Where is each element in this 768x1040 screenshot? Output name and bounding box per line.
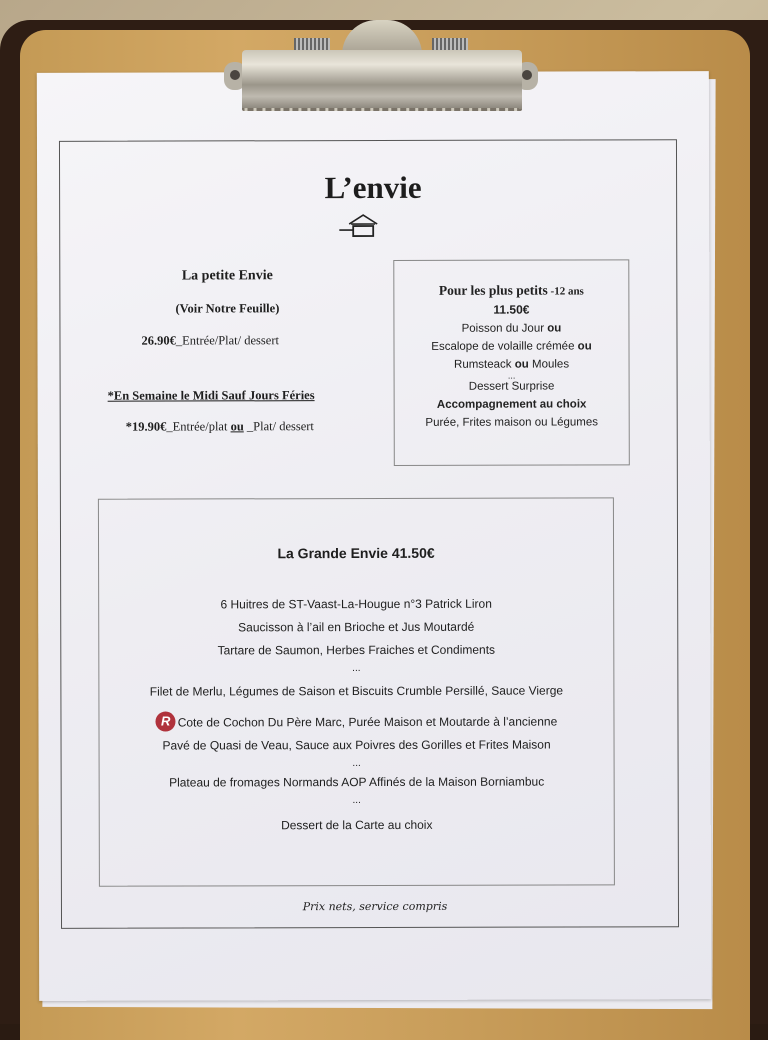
kids-menu-box (393, 259, 630, 466)
price-footnote: Prix nets, service compris (39, 899, 711, 914)
course-separator: ... (100, 756, 614, 771)
grande-envie-box (98, 497, 615, 886)
main-item: Filet de Merlu, Légumes de Saison et Biscuits Crumble Persillé, Sauce Vierge (99, 679, 613, 703)
kids-dessert: Dessert Surprise (395, 380, 629, 393)
cheese-item: Plateau de fromages Normands AOP Affinés de la Maison Borniambuc (100, 770, 614, 794)
course-separator: ... (99, 661, 613, 676)
weekday-desc-2: _Plat/ dessert (244, 419, 314, 433)
weekday-price: *19.90€ (126, 420, 167, 434)
label-rouge-badge-icon: R (156, 712, 176, 732)
petite-envie-title: La petite Envie (97, 268, 357, 285)
weekday-price-line (98, 419, 358, 435)
menu-title: L’envie (37, 169, 709, 207)
kids-item (395, 358, 629, 371)
starter-item: Saucisson à l’ail en Brioche et Jus Moutardé (99, 615, 613, 639)
kids-title: Pour les plus petits (439, 283, 548, 298)
main-item-text: Cote de Cochon Du Père Marc, Purée Maison et Moutarde à l’ancienne (178, 715, 558, 730)
kids-item (394, 340, 628, 353)
petite-envie-price: 26.90€ (141, 334, 175, 348)
kids-title-line (394, 282, 628, 299)
main-item-label-rouge (99, 710, 613, 734)
clipboard-clip (232, 20, 532, 108)
kids-item-text: Moules (529, 358, 569, 370)
grande-envie-title: La Grande Envie 41.50€ (99, 544, 613, 561)
clip-jaw (242, 50, 522, 111)
kids-item-or: ou (578, 340, 592, 352)
course-separator: ... (100, 793, 614, 808)
kids-item-or: ou (515, 359, 529, 371)
kids-side-title: Accompagnement au choix (395, 398, 629, 411)
weekday-note: *En Semaine le Midi Sauf Jours Féries (98, 388, 358, 404)
petite-envie-price-desc: _Entrée/Plat/ dessert (176, 333, 279, 347)
house-outline-icon (339, 212, 381, 238)
dessert-item: Dessert de la Carte au choix (100, 813, 614, 837)
weekday-or: ou (231, 419, 244, 433)
starter-item: Tartare de Saumon, Herbes Fraiches et Condiments (99, 638, 613, 662)
kids-item-or: ou (547, 323, 561, 335)
petite-envie-subtitle: (Voir Notre Feuille) (97, 301, 357, 317)
kids-item-text: Rumsteack (454, 359, 515, 371)
kids-item-text: Escalope de volaille crémée (431, 340, 577, 352)
menu-sheet (37, 71, 711, 1001)
kids-dots: ... (395, 370, 629, 381)
main-item: Pavé de Quasi de Veau, Sauce aux Poivres des Gorilles et Frites Maison (100, 733, 614, 757)
petite-envie-price-line (97, 333, 357, 349)
weekday-desc-1: _Entrée/plat (166, 419, 230, 433)
kids-age: -12 ans (548, 285, 584, 297)
petite-envie-section (97, 268, 357, 435)
kids-price: 11.50€ (394, 302, 628, 317)
kids-side-options: Purée, Frites maison ou Légumes (395, 416, 629, 429)
kids-item-text: Poisson du Jour (462, 323, 548, 335)
kids-item (394, 322, 628, 335)
starter-item: 6 Huitres de ST-Vaast-La-Hougue n°3 Patrick Liron (99, 592, 613, 616)
